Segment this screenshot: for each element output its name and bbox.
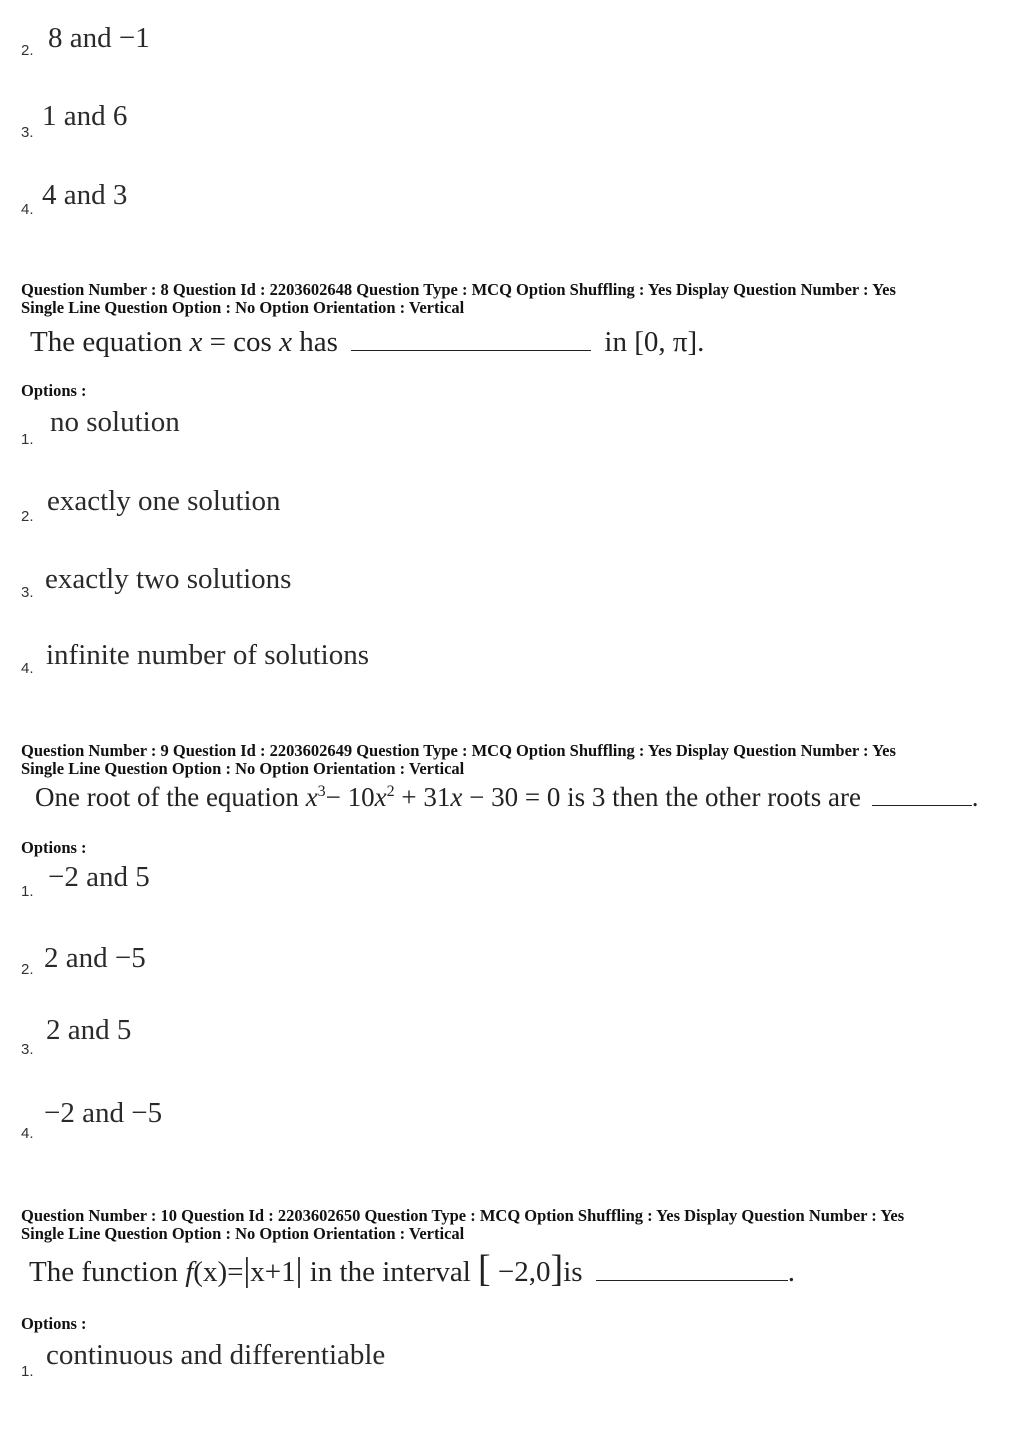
option-text: continuous and differentiable (46, 1339, 386, 1371)
option-number: 2. (21, 42, 34, 59)
option-text: 2 and −5 (44, 942, 146, 974)
option-number: 4. (21, 201, 34, 218)
option-number: 4. (21, 660, 34, 677)
question-stem: The equation x = cos x has in [0, π]. (30, 326, 705, 358)
answer-blank (872, 804, 972, 806)
question-stem: The function f(x)=|x+1| in the interval [ −2,0]is . (29, 1248, 796, 1290)
option-text: exactly one solution (47, 485, 281, 517)
options-label: Options : (21, 838, 87, 857)
option-number: 4. (21, 1125, 34, 1142)
answer-blank (596, 1279, 788, 1281)
option-text: −2 and −5 (44, 1097, 163, 1129)
answer-blank (351, 349, 591, 351)
question-meta-line-2: Single Line Question Option : No Option Orientation : Vertical (21, 1224, 465, 1243)
question-meta-line-2: Single Line Question Option : No Option Orientation : Vertical (21, 298, 465, 317)
option-number: 2. (21, 508, 34, 525)
question-meta-line-2: Single Line Question Option : No Option Orientation : Vertical (21, 759, 465, 778)
question-meta-line-1: Question Number : 8 Question Id : 2203602648 Question Type : MCQ Option Shuffling : Yes Display Question Number : Yes (21, 280, 896, 299)
question-meta-line-1: Question Number : 9 Question Id : 2203602649 Question Type : MCQ Option Shuffling : Yes Display Question Number : Yes (21, 741, 896, 760)
question-meta-line-1: Question Number : 10 Question Id : 2203602650 Question Type : MCQ Option Shuffling : Yes Display Question Number : Yes (21, 1206, 905, 1225)
option-number: 3. (21, 584, 34, 601)
option-number: 1. (21, 883, 34, 900)
options-label: Options : (21, 1314, 87, 1333)
option-number: 1. (21, 431, 34, 448)
question-stem: One root of the equation $x^3- 10x^2 + 31x - 30 = 0$ is 3 then the other roots are . (35, 782, 979, 812)
option-number: 1. (21, 1363, 34, 1380)
option-text: infinite number of solutions (46, 639, 369, 671)
option-number: 2. (21, 961, 34, 978)
option-number: 3. (21, 1041, 34, 1058)
option-text: 4 and 3 (42, 179, 128, 211)
option-text: no solution (50, 406, 180, 438)
option-text: 2 and 5 (46, 1014, 132, 1046)
option-text: −2 and 5 (48, 861, 150, 893)
option-text: exactly two solutions (45, 563, 292, 595)
options-label: Options : (21, 381, 87, 400)
option-text: 1 and 6 (42, 100, 128, 132)
option-text: 8 and −1 (48, 22, 150, 54)
option-number: 3. (21, 124, 34, 141)
